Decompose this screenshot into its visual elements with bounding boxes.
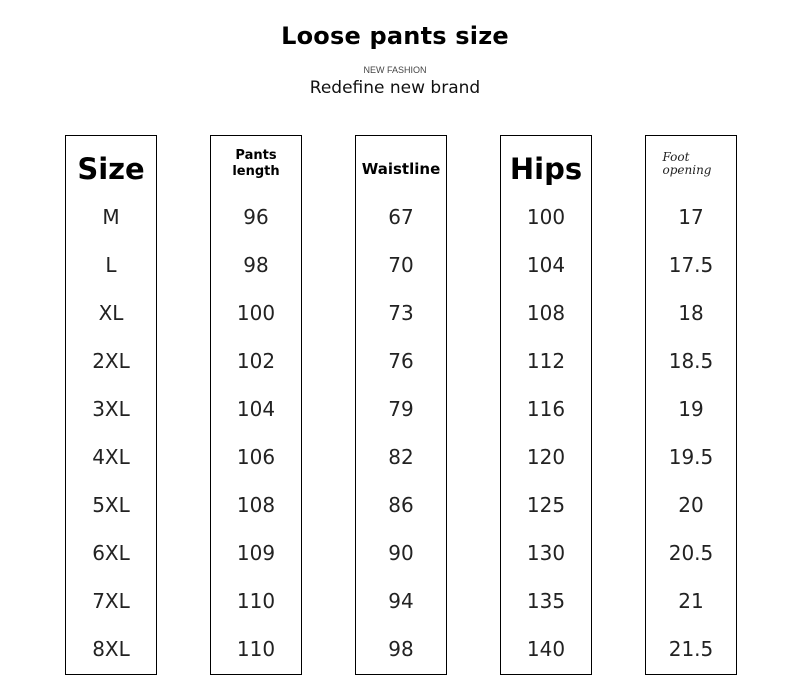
table-cell: 79: [388, 397, 414, 421]
table-cell: 76: [388, 349, 414, 373]
column-header-line: Pants: [235, 148, 277, 163]
column-size: [65, 135, 157, 675]
column-header-size: [66, 136, 156, 202]
table-cell: 6XL: [92, 541, 130, 565]
table-cell: 100: [236, 301, 276, 325]
table-cell: 21.5: [668, 637, 714, 661]
table-cell: 3XL: [92, 397, 130, 421]
table-cell: 106: [236, 445, 276, 469]
table-cell: 4XL: [92, 445, 130, 469]
table-cell: 19: [678, 397, 704, 421]
table-cell: M: [102, 205, 120, 229]
table-cell: 5XL: [92, 493, 130, 517]
table-cell: 19.5: [668, 445, 714, 469]
table-cell: 67: [388, 205, 414, 229]
column-header-label: Size: [77, 152, 145, 186]
table-cell: 20: [678, 493, 704, 517]
table-cell: 109: [236, 541, 276, 565]
column-header-label: Hips: [509, 152, 583, 186]
column-foot-opening: [645, 135, 737, 675]
table-cell: 130: [526, 541, 566, 565]
table-cell: 73: [388, 301, 414, 325]
column-header-line: opening: [662, 163, 712, 177]
table-cell: 112: [526, 349, 566, 373]
table-cell: 98: [243, 253, 269, 277]
column-header-foot-opening: [646, 136, 736, 202]
table-cell: 2XL: [92, 349, 130, 373]
column-header-waistline: [356, 136, 446, 202]
table-cell: 108: [236, 493, 276, 517]
table-cell: 110: [236, 637, 276, 661]
column-pants-length: [210, 135, 302, 675]
column-header-label: [232, 148, 279, 180]
table-cell: 104: [526, 253, 566, 277]
table-cell: 94: [388, 589, 414, 613]
table-cell: 18.5: [668, 349, 714, 373]
page-title: Loose pants size: [281, 22, 509, 50]
table-cell: XL: [98, 301, 124, 325]
table-cell: 18: [678, 301, 704, 325]
table-cell: 110: [236, 589, 276, 613]
page-subtitle: Redefine new brand: [309, 78, 481, 98]
table-cell: 108: [526, 301, 566, 325]
column-header-line: Foot: [662, 150, 690, 164]
table-cell: 7XL: [92, 589, 130, 613]
fashion-caption: NEW FASHION: [363, 65, 427, 75]
column-header-line: length: [232, 164, 280, 179]
table-cell: 20.5: [668, 541, 714, 565]
table-cell: 8XL: [92, 637, 130, 661]
column-header-label: Waistline: [361, 160, 441, 178]
table-cell: 102: [236, 349, 276, 373]
column-header-hips: [501, 136, 591, 202]
table-cell: L: [105, 253, 117, 277]
table-cell: 140: [526, 637, 566, 661]
table-cell: 135: [526, 589, 566, 613]
column-waistline: [355, 135, 447, 675]
table-cell: 125: [526, 493, 566, 517]
table-cell: 98: [388, 637, 414, 661]
table-cell: 17: [678, 205, 704, 229]
table-cell: 100: [526, 205, 566, 229]
table-cell: 17.5: [668, 253, 714, 277]
table-cell: 82: [388, 445, 414, 469]
column-hips: [500, 135, 592, 675]
table-cell: 90: [388, 541, 414, 565]
column-header-pants-length: [211, 136, 301, 202]
table-cell: 70: [388, 253, 414, 277]
table-cell: 86: [388, 493, 414, 517]
table-cell: 104: [236, 397, 276, 421]
table-cell: 120: [526, 445, 566, 469]
table-cell: 21: [678, 589, 704, 613]
column-header-label: [663, 151, 712, 177]
table-cell: 96: [243, 205, 269, 229]
table-cell: 116: [526, 397, 566, 421]
